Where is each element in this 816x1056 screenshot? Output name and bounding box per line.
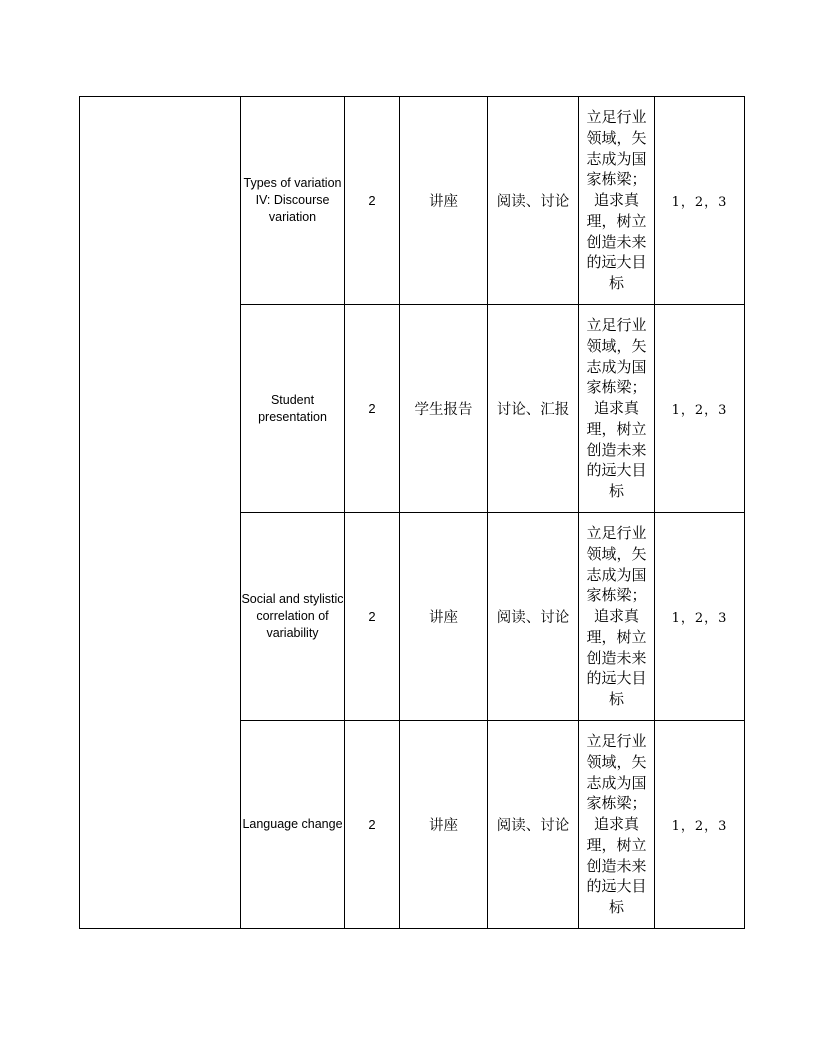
topic-cell: Language change [241,721,345,929]
topic-cell: Social and stylistic correlation of variability [241,513,345,721]
course-schedule-table [79,96,745,929]
topic-cell: Types of variation IV: Discourse variation [241,97,345,305]
chapter-cell [80,97,241,929]
learning-activity-cell: 讨论、汇报 [488,305,579,513]
hours-cell: 2 [345,305,400,513]
ideology-cell [579,97,655,305]
learning-activity-cell: 阅读、讨论 [488,513,579,721]
teaching-method-cell: 讲座 [400,513,488,721]
goals-cell: 1，2，3 [655,513,745,721]
ideology-text: 立足行业领域，矢志成为国家栋梁；追求真理，树立创造未来的远大目标 [586,315,647,501]
hours-cell: 2 [345,513,400,721]
goals-cell: 1，2，3 [655,721,745,929]
ideology-text: 立足行业领域，矢志成为国家栋梁；追求真理，树立创造未来的远大目标 [586,107,647,293]
learning-activity-cell: 阅读、讨论 [488,721,579,929]
topic-cell: Student presentation [241,305,345,513]
ideology-text: 立足行业领域，矢志成为国家栋梁；追求真理，树立创造未来的远大目标 [586,731,647,917]
teaching-method-cell: 讲座 [400,97,488,305]
learning-activity-cell: 阅读、讨论 [488,97,579,305]
goals-cell: 1，2，3 [655,305,745,513]
goals-cell: 1，2，3 [655,97,745,305]
teaching-method-cell: 学生报告 [400,305,488,513]
teaching-method-cell: 讲座 [400,721,488,929]
ideology-text: 立足行业领域，矢志成为国家栋梁；追求真理，树立创造未来的远大目标 [586,523,647,709]
ideology-cell [579,721,655,929]
ideology-cell [579,513,655,721]
hours-cell: 2 [345,97,400,305]
hours-cell: 2 [345,721,400,929]
ideology-cell [579,305,655,513]
table-row [80,97,745,305]
